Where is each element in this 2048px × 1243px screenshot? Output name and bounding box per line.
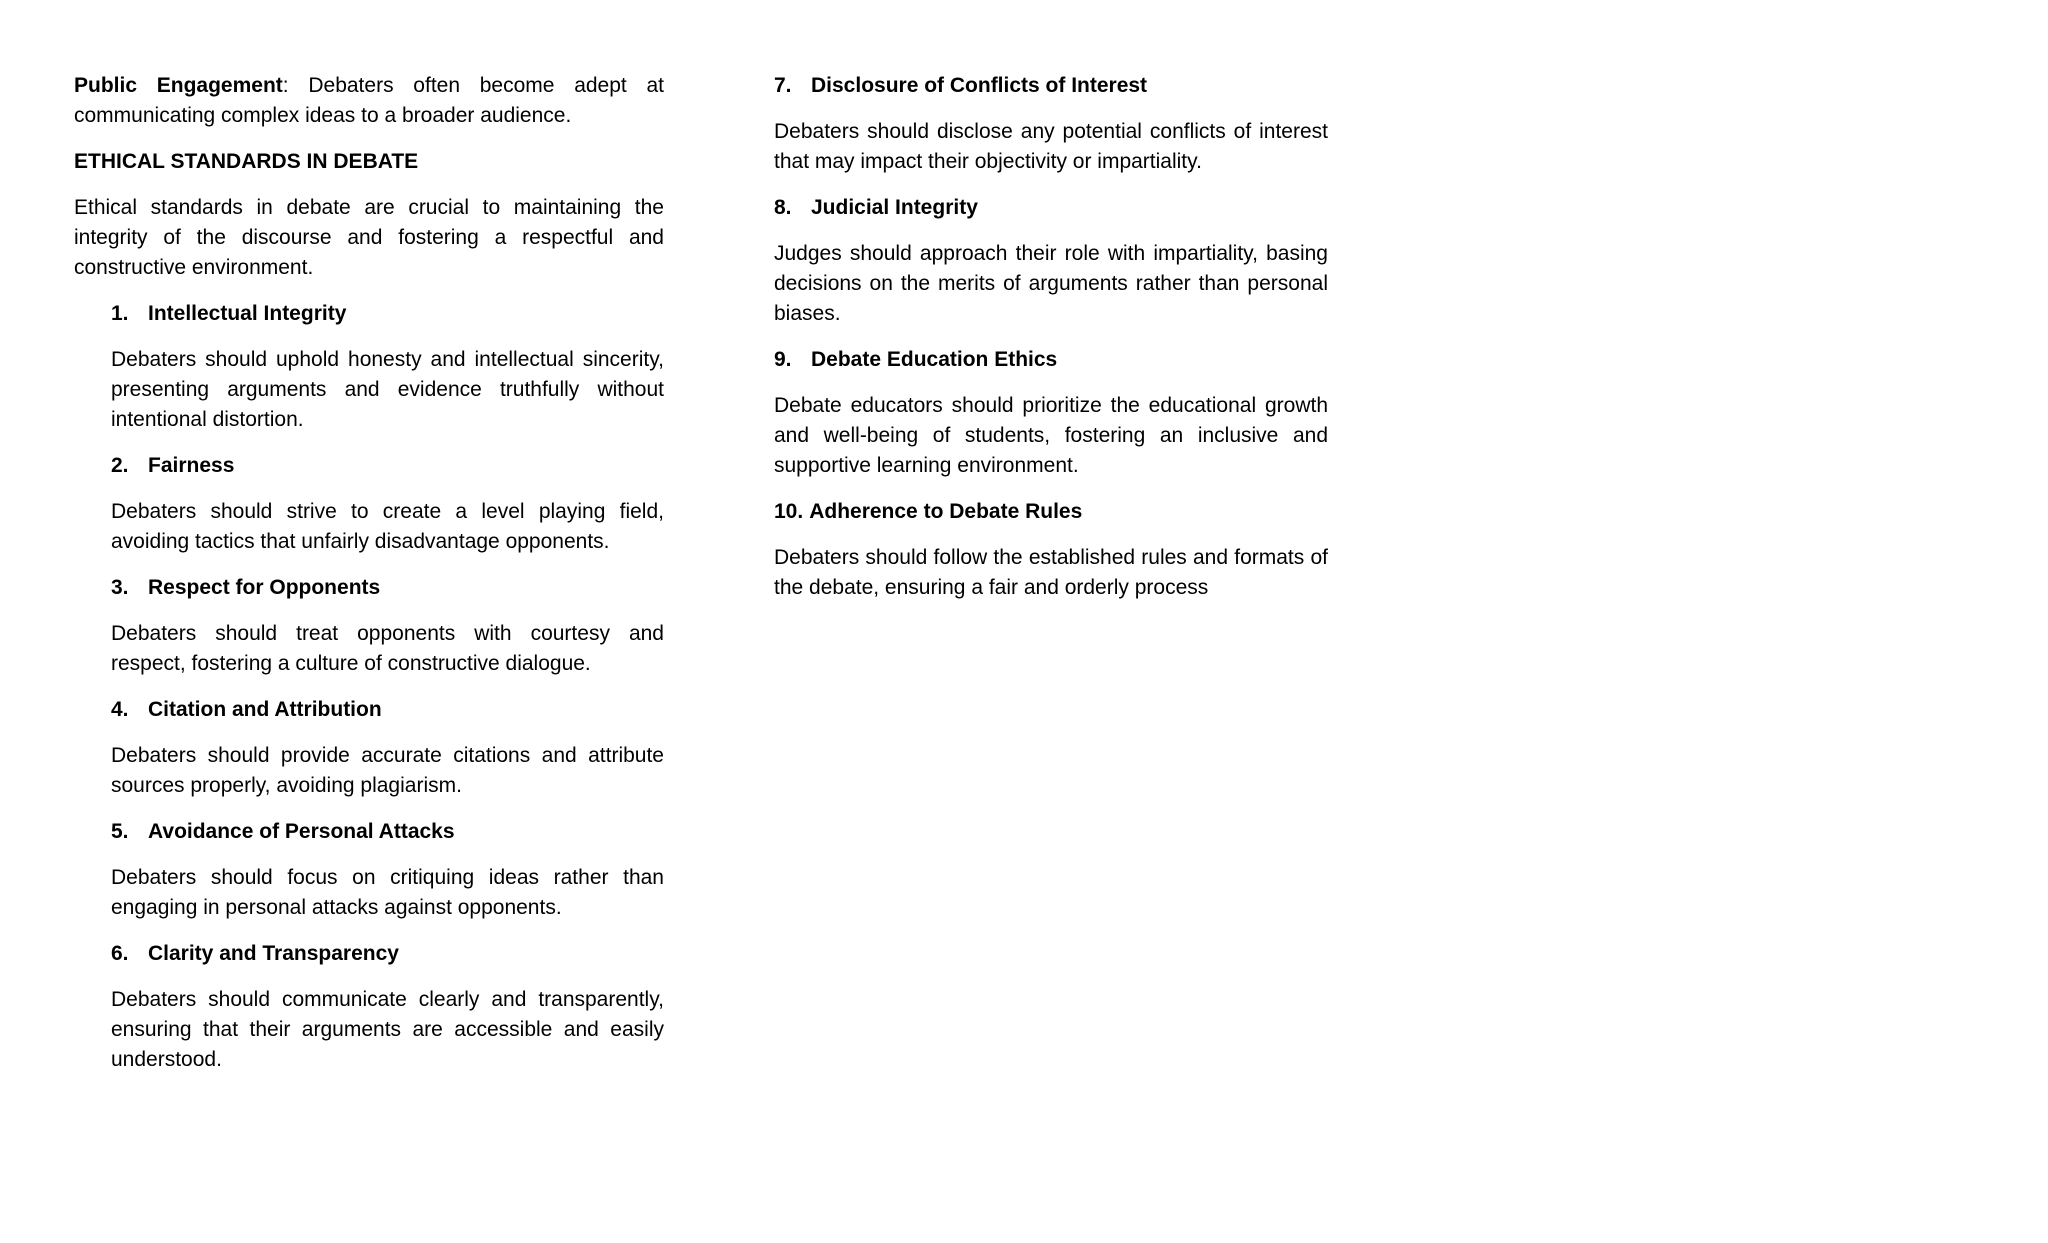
item-number: 8. <box>774 196 792 219</box>
item-title <box>774 345 1328 375</box>
section-intro: Ethical standards in debate are crucial to maintaining the integrity of the discourse and fostering a respectful and constructive environment. <box>74 196 664 279</box>
item-number: 4. <box>111 698 129 721</box>
item-body: Debaters should uphold honesty and intellectual sincerity, presenting arguments and evidence truthfully without intentional distortion. <box>111 348 664 431</box>
item-body: Debate educators should prioritize the educational growth and well-being of students, fostering an inclusive and supportive learning environment. <box>774 394 1328 477</box>
item-number: 10. <box>774 500 804 523</box>
item-title-text: Judicial Integrity <box>811 196 978 219</box>
item-body: Debaters should focus on critiquing ideas rather than engaging in personal attacks against opponents. <box>111 866 664 919</box>
right-column <box>774 71 1328 619</box>
item-body: Debaters should strive to create a level playing field, avoiding tactics that unfairly disadvantage opponents. <box>111 500 664 553</box>
list-item <box>774 497 1328 603</box>
item-title-text: Citation and Attribution <box>148 698 382 721</box>
item-title <box>111 939 664 969</box>
item-title-text: Clarity and Transparency <box>148 942 399 965</box>
item-title <box>111 573 664 603</box>
item-title-text: Avoidance of Personal Attacks <box>148 820 455 843</box>
section-heading: ETHICAL STANDARDS IN DEBATE <box>74 150 419 173</box>
item-title <box>111 695 664 725</box>
item-number: 1. <box>111 302 129 325</box>
item-title-text: Debate Education Ethics <box>811 348 1058 371</box>
item-body: Debaters should provide accurate citations and attribute sources properly, avoiding plagiarism. <box>111 744 664 797</box>
item-body: Debaters should treat opponents with courtesy and respect, fostering a culture of constructive dialogue. <box>111 622 664 675</box>
item-title <box>111 817 664 847</box>
item-title <box>774 193 1328 223</box>
left-column <box>74 71 664 1091</box>
list-item <box>111 939 664 1075</box>
item-title <box>774 71 1328 101</box>
list-item <box>111 695 664 801</box>
item-title-text: Adherence to Debate Rules <box>809 500 1083 523</box>
item-title <box>111 451 664 481</box>
item-title-text: Fairness <box>148 454 235 477</box>
item-body: Debaters should communicate clearly and transparently, ensuring that their arguments are accessible and easily understood. <box>111 988 664 1071</box>
intro-label: Public Engagement <box>74 74 283 97</box>
item-number: 2. <box>111 454 129 477</box>
item-number: 7. <box>774 74 792 97</box>
list-item <box>111 451 664 557</box>
item-title <box>111 299 664 329</box>
item-title-text: Respect for Opponents <box>148 576 381 599</box>
item-title-text: Intellectual Integrity <box>148 302 347 325</box>
item-number: 5. <box>111 820 129 843</box>
item-body: Debaters should follow the established rules and formats of the debate, ensuring a fair and orderly process <box>774 546 1328 599</box>
intro-paragraph <box>74 71 664 131</box>
item-body: Judges should approach their role with impartiality, basing decisions on the merits of arguments rather than personal biases. <box>774 242 1328 325</box>
list-item <box>111 817 664 923</box>
item-title <box>774 497 1328 527</box>
item-number: 9. <box>774 348 792 371</box>
intro-text: : Debaters often become adept at communicating complex ideas to a broader audience. <box>74 74 664 127</box>
list-item <box>774 345 1328 481</box>
item-number: 6. <box>111 942 129 965</box>
item-number: 3. <box>111 576 129 599</box>
list-item <box>774 193 1328 329</box>
list-item <box>111 299 664 435</box>
list-item <box>774 71 1328 177</box>
list-item <box>111 573 664 679</box>
item-body: Debaters should disclose any potential conflicts of interest that may impact their objectivity or impartiality. <box>774 120 1328 173</box>
item-title-text: Disclosure of Conflicts of Interest <box>811 74 1148 97</box>
